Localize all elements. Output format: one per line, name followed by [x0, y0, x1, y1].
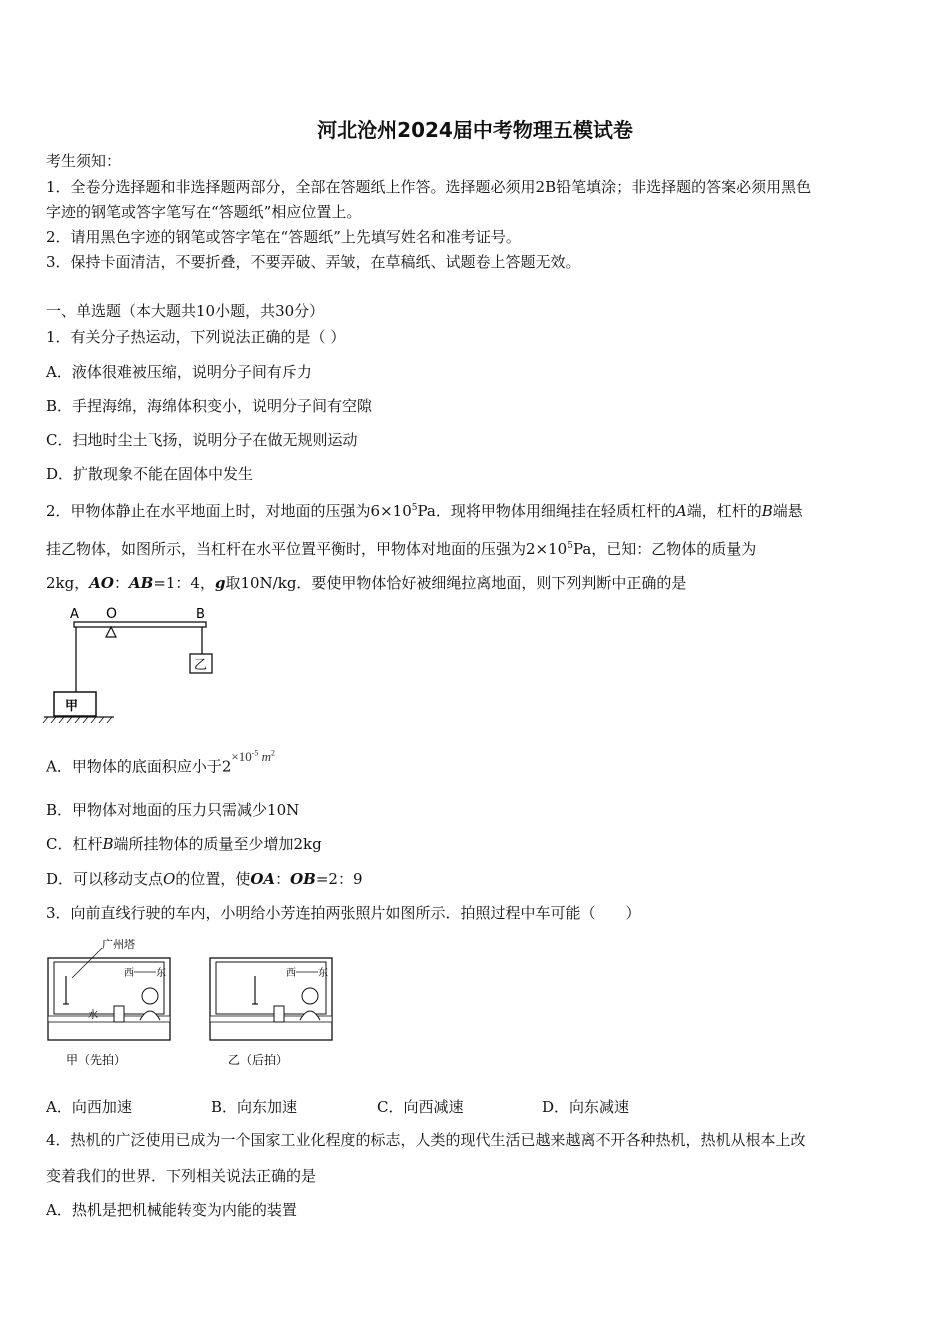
q2-a-sci-base: ×10	[231, 749, 252, 765]
q2-l1-B: B	[761, 502, 773, 520]
q2-a-unit: m	[261, 749, 272, 765]
label-east-2: 东	[318, 968, 328, 979]
q2-l3-AO: AO	[89, 574, 114, 592]
caption-second: 乙（后拍）	[228, 1053, 289, 1067]
q2-a-sci-exp: -5	[251, 749, 259, 758]
q2-c3: 端所挂物体的质量至少增加2kg	[113, 835, 322, 853]
q2-l1a: 2．甲物体静止在水平地面上时，对地面的压强为6×10	[46, 502, 412, 520]
q2-d7: =2：9	[315, 870, 363, 888]
q1-option-b: B．手捏海绵，海绵体积变小，说明分子间有空隙	[46, 397, 373, 415]
q2-l2b: Pa，已知：乙物体的质量为	[572, 540, 757, 558]
q2-option-c	[46, 834, 322, 854]
q2-l1d: 端悬	[772, 502, 803, 520]
q2-option-d	[46, 869, 363, 889]
q2-d1: D．可以移动支点	[46, 870, 164, 888]
q1-stem: 1．有关分子热运动，下列说法正确的是（ ）	[46, 328, 346, 346]
q2-option-a	[46, 749, 276, 777]
q3-option-b: B．向东加速	[211, 1098, 298, 1116]
ground-hatch	[43, 717, 112, 723]
lever-bar	[74, 622, 206, 627]
water-cup-icon	[114, 1006, 124, 1022]
fig-label-a: A	[70, 607, 79, 622]
q1-option-c: C．扫地时尘土飞扬，说明分子在做无规则运动	[46, 431, 358, 449]
q3-option-c: C．向西减速	[377, 1098, 464, 1116]
notice-item-1a: 1．全卷分选择题和非选择题两部分，全部在答题纸上作答。选择题必须用2B铅笔填涂；非选择题的答案必须用黑色	[46, 178, 812, 196]
q4-option-a: A．热机是把机械能转变为内能的装置	[46, 1201, 297, 1219]
q2-c2: B	[102, 835, 114, 853]
q2-l2-exp: 5	[567, 541, 573, 551]
notice-item-2: 2．请用黑色字迹的钢笔或答字笔在“答题纸”上先填写姓名和准考证号。	[46, 228, 521, 246]
q2-stem-line-2	[46, 536, 756, 559]
label-east-1: 东	[156, 968, 166, 979]
q1-option-d: D．扩散现象不能在固体中发生	[46, 465, 254, 483]
label-tower: 广州塔	[102, 938, 135, 951]
q2-d2: O	[163, 870, 176, 888]
q2-c1: C．杠杆	[46, 835, 103, 853]
car-photos-diagram	[44, 932, 344, 1074]
q2-stem-line-1	[46, 498, 803, 521]
q2-l3-AB: AB	[128, 574, 154, 592]
notice-item-3: 3．保持卡面清洁，不要折叠，不要弄破、弄皱，在草稿纸、试题卷上答题无效。	[46, 253, 581, 271]
q2-l3a: 2kg，	[46, 574, 90, 592]
q2-l1-A: A	[675, 502, 687, 520]
q4-stem-line-2: 变着我们的世界．下列相关说法正确的是	[46, 1167, 317, 1185]
q2-l1c: 端，杠杆的	[686, 502, 762, 520]
photo-second	[210, 958, 332, 1067]
q2-l3b: ：	[113, 574, 129, 592]
q2-l3-g: g	[214, 574, 226, 592]
q2-a-unit-exp: 2	[271, 749, 276, 758]
fig-label-yi: 乙	[194, 658, 208, 673]
q2-d4: OA	[250, 870, 276, 888]
fig-label-b: B	[196, 607, 205, 622]
q2-a-text: A．甲物体的底面积应小于2	[46, 757, 232, 776]
label-west-2: 西	[286, 968, 296, 979]
girl-icon-2	[302, 988, 318, 1004]
q2-l2a: 挂乙物体，如图所示，当杠杆在水平位置平衡时，甲物体对地面的压强为2×10	[46, 540, 568, 558]
fulcrum-icon	[106, 627, 116, 637]
fig-label-jia: 甲	[65, 699, 79, 714]
notice-item-1b: 字迹的钢笔或答字笔写在“答题纸”相应位置上。	[46, 203, 362, 221]
q3-stem: 3．向前直线行驶的车内，小明给小芳连拍两张照片如图所示．拍照过程中车可能（ ）	[46, 904, 641, 922]
q2-l1b: Pa．现将甲物体用细绳挂在轻质杠杆的	[417, 502, 676, 520]
girl-icon	[142, 988, 158, 1004]
q3-option-d: D．向东减速	[542, 1098, 630, 1116]
q2-stem-line-3	[46, 573, 686, 593]
q2-a-sci	[231, 749, 275, 764]
label-west-1: 西	[124, 968, 134, 979]
q2-d5: ：	[275, 870, 291, 888]
q3-option-a: A．向西加速	[46, 1098, 132, 1116]
section-heading: 一、单选题（本大题共10小题，共30分）	[46, 302, 325, 320]
caption-first: 甲（先拍）	[66, 1053, 127, 1067]
lever-diagram	[40, 604, 230, 726]
q2-l3c: =1：4，	[153, 574, 215, 592]
fig-label-o: O	[106, 606, 118, 622]
q2-l3d: 取10N/kg．要使甲物体恰好被细绳拉离地面，则下列判断中正确的是	[225, 574, 687, 592]
notice-heading: 考生须知：	[46, 152, 122, 170]
label-water: 水	[88, 1010, 98, 1021]
q2-d3: 的位置，使	[175, 870, 251, 888]
photo-first	[48, 937, 170, 1067]
q1-option-a: A．液体很难被压缩，说明分子间有斥力	[46, 363, 312, 381]
q2-d6: OB	[290, 870, 316, 888]
q2-option-b: B．甲物体对地面的压力只需减少10N	[46, 801, 300, 819]
page-title: 河北沧州2024届中考物理五模试卷	[317, 118, 633, 142]
water-cup-icon-2	[274, 1006, 284, 1022]
q4-stem-line-1: 4．热机的广泛使用已成为一个国家工业化程度的标志，人类的现代生活已越来越离不开各种热机，热机从根本上改	[46, 1131, 806, 1149]
q2-l1-exp: 5	[411, 503, 418, 513]
